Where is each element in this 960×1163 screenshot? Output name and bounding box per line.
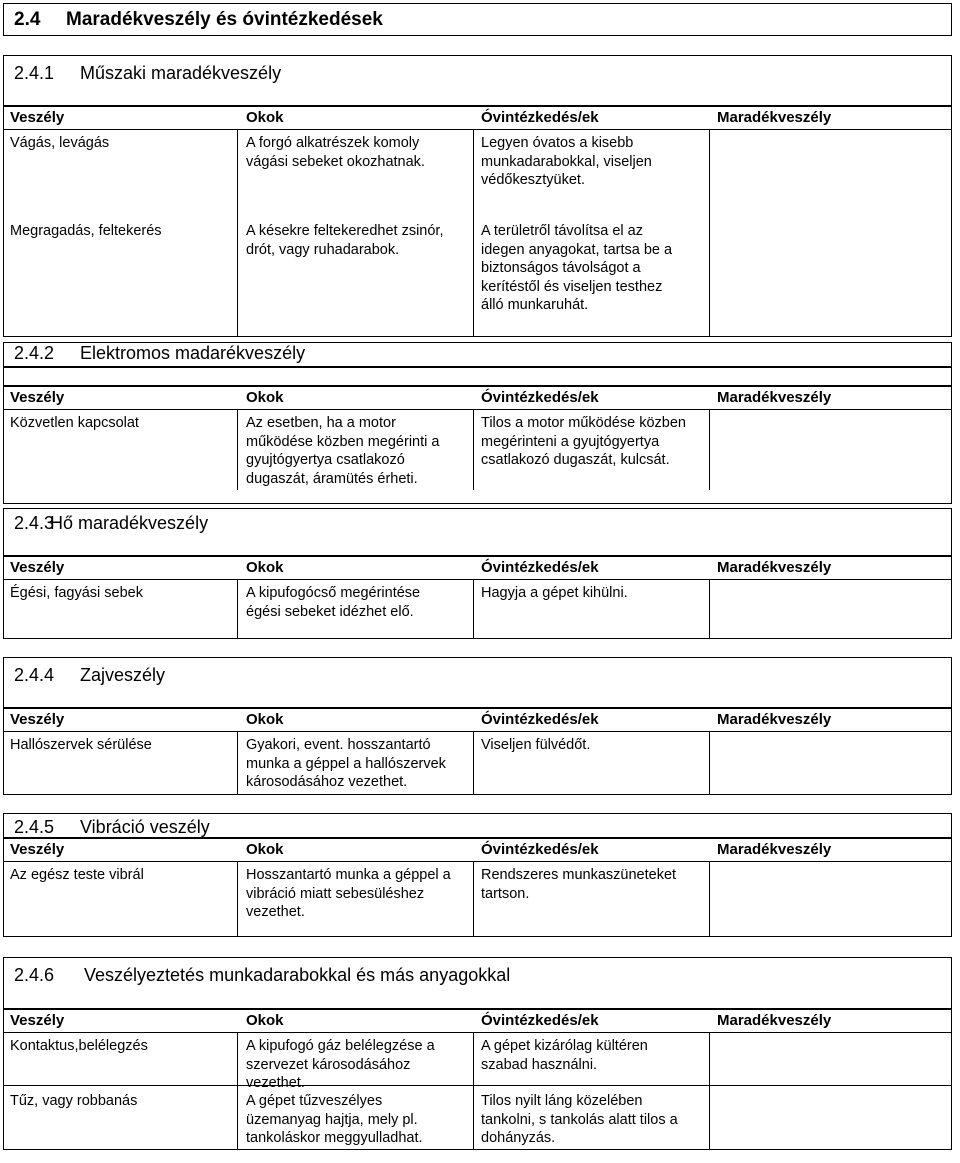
- column-header-cause: Okok: [246, 389, 284, 406]
- cell-measure: Rendszeres munkaszüneteket tartson.: [481, 867, 677, 902]
- section-number: 2.4.4: [14, 665, 55, 685]
- cell-cause: Gyakori, event. hosszantartó munka a géppel a hallószervek károsodásához vezethet.: [246, 737, 446, 790]
- section-number: 2.4.6: [14, 965, 55, 985]
- column-header-hazard: Veszély: [10, 711, 65, 728]
- column-header-hazard: Veszély: [10, 109, 65, 126]
- table-top-border: [3, 385, 952, 387]
- table-top-border: [3, 707, 952, 709]
- cell-cause: Az esetben, ha a motor működése közben megérinti a gyujtógyertya csatlakozó dugaszát, áramütés érheti.: [246, 415, 440, 487]
- column-header-hazard: Veszély: [10, 389, 65, 406]
- column-header-measure: Óvintézkedés/ek: [481, 559, 599, 576]
- cell-cause: A gépet tűzveszélyes üzemanyag hajtja, mely pl. tankoláskor meggyulladhat.: [246, 1093, 423, 1146]
- cell-hazard: Megragadás, feltekerés: [10, 223, 162, 239]
- table-top-border: [3, 1008, 952, 1010]
- column-header-hazard: Veszély: [10, 559, 65, 576]
- cell-measure: A területről távolítsa el az idegen anyagokat, tartsa be a biztonságos távolságot a kerítéstől és viseljen testhez álló munkaruhát.: [481, 223, 673, 313]
- cell-cause: A kipufogócső megérintése égési sebeket idézhet elő.: [246, 585, 421, 620]
- section-title: [14, 964, 510, 986]
- section-title: [14, 816, 210, 838]
- header-bottom-border: [3, 579, 952, 580]
- cell-cause: Hosszantartó munka a géppel a vibráció miatt sebesüléshez vezethet.: [246, 867, 451, 920]
- column-header-cause: Okok: [246, 841, 284, 858]
- column-header-cause: Okok: [246, 559, 284, 576]
- column-header-residual: Maradékveszély: [717, 711, 832, 728]
- cell-hazard: Kontaktus,belélegzés: [10, 1038, 148, 1054]
- cell-hazard: Vágás, levágás: [10, 135, 110, 151]
- column-divider: [709, 861, 710, 937]
- column-divider: [709, 129, 710, 337]
- column-header-residual: Maradékveszély: [717, 1012, 832, 1029]
- cell-cause: A kipufogó gáz belélegzése a szervezet károsodásához vezethet.: [246, 1038, 435, 1091]
- column-divider: [237, 861, 238, 937]
- column-divider: [709, 1032, 710, 1150]
- cell-measure: Viseljen fülvédőt.: [481, 737, 591, 753]
- section-title-underline: [3, 366, 952, 368]
- section-number: 2.4.3: [14, 513, 55, 533]
- cell-hazard: Az egész teste vibrál: [10, 867, 144, 883]
- section-title: [14, 512, 208, 534]
- main-title: [3, 3, 952, 36]
- column-header-residual: Maradékveszély: [717, 109, 832, 126]
- section-title: [14, 664, 165, 686]
- column-header-hazard: Veszély: [10, 1012, 65, 1029]
- section-title: [14, 62, 281, 84]
- header-bottom-border: [3, 861, 952, 862]
- column-header-cause: Okok: [246, 109, 284, 126]
- column-divider: [473, 129, 474, 337]
- section-number: 2.4.1: [14, 63, 55, 83]
- header-bottom-border: [3, 129, 952, 130]
- section-title-text: Műszaki maradékveszély: [80, 63, 282, 83]
- header-bottom-border: [3, 731, 952, 732]
- cell-cause: A forgó alkatrészek komoly vágási sebeket okozhatnak.: [246, 135, 425, 170]
- column-divider: [237, 129, 238, 337]
- cell-hazard: Közvetlen kapcsolat: [10, 415, 139, 431]
- column-header-cause: Okok: [246, 1012, 284, 1029]
- cell-measure: Tilos a motor működése közben megérinteni a gyujtógyertya csatlakozó dugaszát, kulcsát.: [481, 415, 686, 468]
- column-header-residual: Maradékveszély: [717, 389, 832, 406]
- column-header-cause: Okok: [246, 711, 284, 728]
- column-header-residual: Maradékveszély: [717, 559, 832, 576]
- column-header-measure: Óvintézkedés/ek: [481, 389, 599, 406]
- column-divider: [709, 731, 710, 795]
- cell-cause: A késekre feltekeredhet zsinór, drót, vagy ruhadarabok.: [246, 223, 444, 258]
- cell-hazard: Hallószervek sérülése: [10, 737, 152, 753]
- cell-hazard: Égési, fagyási sebek: [10, 585, 143, 601]
- column-header-measure: Óvintézkedés/ek: [481, 109, 599, 126]
- section-box: [3, 55, 952, 337]
- column-divider: [237, 731, 238, 795]
- column-header-hazard: Veszély: [10, 841, 65, 858]
- cell-measure: Hagyja a gépet kihülni.: [481, 585, 628, 601]
- section-title-text: Elektromos madarékveszély: [80, 343, 306, 363]
- section-title: [14, 342, 305, 364]
- column-divider: [473, 861, 474, 937]
- column-divider: [709, 579, 710, 639]
- column-header-measure: Óvintézkedés/ek: [481, 841, 599, 858]
- row-separator: [3, 1085, 952, 1086]
- column-divider: [473, 1032, 474, 1150]
- section-title-text: Zajveszély: [80, 665, 166, 685]
- header-bottom-border: [3, 409, 952, 410]
- section-title-text: Vibráció veszély: [80, 817, 210, 837]
- column-divider: [709, 409, 710, 490]
- column-header-measure: Óvintézkedés/ek: [481, 711, 599, 728]
- column-divider: [473, 731, 474, 795]
- section-number: 2.4.5: [14, 817, 55, 837]
- table-top-border: [3, 555, 952, 557]
- column-header-measure: Óvintézkedés/ek: [481, 1012, 599, 1029]
- section-title-text: Hő maradékveszély: [50, 513, 209, 533]
- cell-measure: Tilos nyilt láng közelében tankolni, s tankolás alatt tilos a dohányzás.: [481, 1093, 678, 1146]
- column-header-residual: Maradékveszély: [717, 841, 832, 858]
- column-divider: [237, 409, 238, 490]
- column-divider: [473, 579, 474, 639]
- section-title-text: Veszélyeztetés munkadarabokkal és más anyagokkal: [84, 965, 511, 985]
- table-top-border: [3, 105, 952, 107]
- column-divider: [237, 1032, 238, 1150]
- header-bottom-border: [3, 1032, 952, 1033]
- main-title-number: 2.4: [14, 9, 41, 30]
- table-top-border: [3, 837, 952, 839]
- column-divider: [237, 579, 238, 639]
- cell-measure: A gépet kizárólag kültéren szabad használni.: [481, 1038, 648, 1073]
- cell-hazard: Tűz, vagy robbanás: [10, 1093, 138, 1109]
- column-divider: [473, 409, 474, 490]
- main-title-text: Maradékveszély és óvintézkedések: [66, 9, 383, 30]
- section-number: 2.4.2: [14, 343, 55, 363]
- cell-measure: Legyen óvatos a kisebb munkadarabokkal, viseljen védőkesztyüket.: [481, 135, 652, 188]
